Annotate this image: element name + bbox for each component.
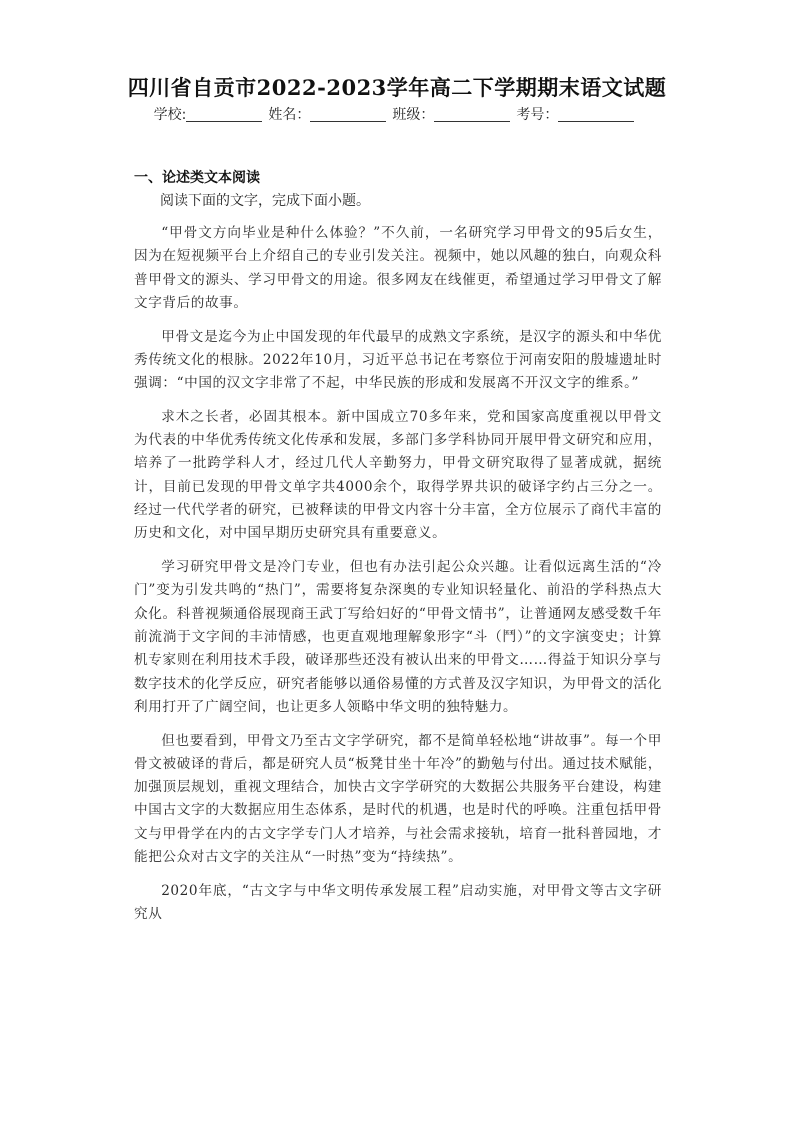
passage-paragraph-3: 求木之长者，必固其根本。新中国成立70多年来，党和国家高度重视以甲骨文为代表的中华优秀传统文化传承和发展，多部门多学科协同开展甲骨文研究和应用，培养了一批跨学科人才，经过几代人辛勤努力，甲骨文研究取得了显著成就，据统计，目前已发现的甲骨文单字共4000余个，取得学界共识的破译字约占三分之一。经过一代代学者的研究，已被释读的甲骨文内容十分丰富，全方位展示了商代丰富的历史和文化，对中国早期历史研究具有重要意义。: [134, 408, 662, 542]
school-blank[interactable]: [186, 107, 262, 122]
name-field: [268, 104, 392, 124]
exam-number-blank[interactable]: [558, 107, 634, 122]
exam-number-label: 考号：: [516, 107, 559, 123]
name-blank[interactable]: [310, 107, 386, 122]
reading-passage: [134, 222, 662, 937]
exam-number-field: [516, 104, 640, 124]
passage-paragraph-2: 甲骨文是迄今为止中国发现的年代最早的成熟文字系统，是汉字的源头和中华优秀传统文化的根脉。2022年10月，习近平总书记在考察位于河南安阳的殷墟遗址时强调：“中国的汉文字非常了不起，中华民族的形成和发展离不开汉文字的维系。”: [134, 328, 662, 392]
class-field: [392, 104, 516, 124]
reading-instruction: 阅读下面的文字，完成下面小题。: [160, 193, 370, 209]
section-heading: 一、论述类文本阅读: [134, 170, 260, 186]
school-label: 学校:: [153, 107, 187, 123]
passage-paragraph-5: 但也要看到，甲骨文乃至古文字学研究，都不是简单轻松地“讲故事”。每一个甲骨文被破译的背后，都是研究人员“板凳甘坐十年冷”的勤勉与付出。通过技术赋能，加强顶层规划，重视文理结合，加快古文字学研究的大数据公共服务平台建设，构建中国古文字的大数据应用生态体系，是时代的机遇，也是时代的呼唤。注重包括甲骨文与甲骨学在内的古文字学专门人才培养，与社会需求接轨，培育一批科普园地，才能把公众对古文字的关注从“一时热”变为“持续热”。: [134, 732, 662, 865]
class-blank[interactable]: [434, 107, 510, 122]
name-label: 姓名：: [268, 107, 311, 123]
class-label: 班级：: [392, 107, 435, 123]
school-field: [154, 104, 269, 124]
passage-paragraph-4: 学习研究甲骨文是冷门专业，但也有办法引起公众兴趣。让看似远离生活的“冷门”变为引发共鸣的“热门”，需要将复杂深奥的专业知识轻量化、前沿的学科热点大众化。科普视频通俗展现商王武丁写给妇好的“甲骨文情书”，让普通网友感受数千年前流淌于文字间的丰沛情感，也更直观地理解象形字“斗（鬥）”的文字演变史；计算机专家则在利用技术手段，破译那些还没有被认出来的甲骨文……得益于知识分享与数字技术的化学反应，研究者能够以通俗易懂的方式普及汉字知识，为甲骨文的活化利用打开了广阔空间，也让更多人领略中华文明的独特魅力。: [134, 559, 662, 715]
passage-paragraph-6: 2020年底，“古文字与中华文明传承发展工程”启动实施，对甲骨文等古文字研究从: [134, 882, 662, 922]
student-info-line: [0, 104, 794, 124]
document-title: 四川省自贡市2022-2023学年高二下学期期末语文试题: [127, 75, 667, 100]
passage-paragraph-1: “甲骨文方向毕业是种什么体验？”不久前，一名研究学习甲骨文的95后女生，因为在短视频平台上介绍自己的专业引发关注。视频中，她以风趣的独白，向观众科普甲骨文的源头、学习甲骨文的用途。很多网友在线催更，希望通过学习甲骨文了解文字背后的故事。: [134, 225, 662, 311]
